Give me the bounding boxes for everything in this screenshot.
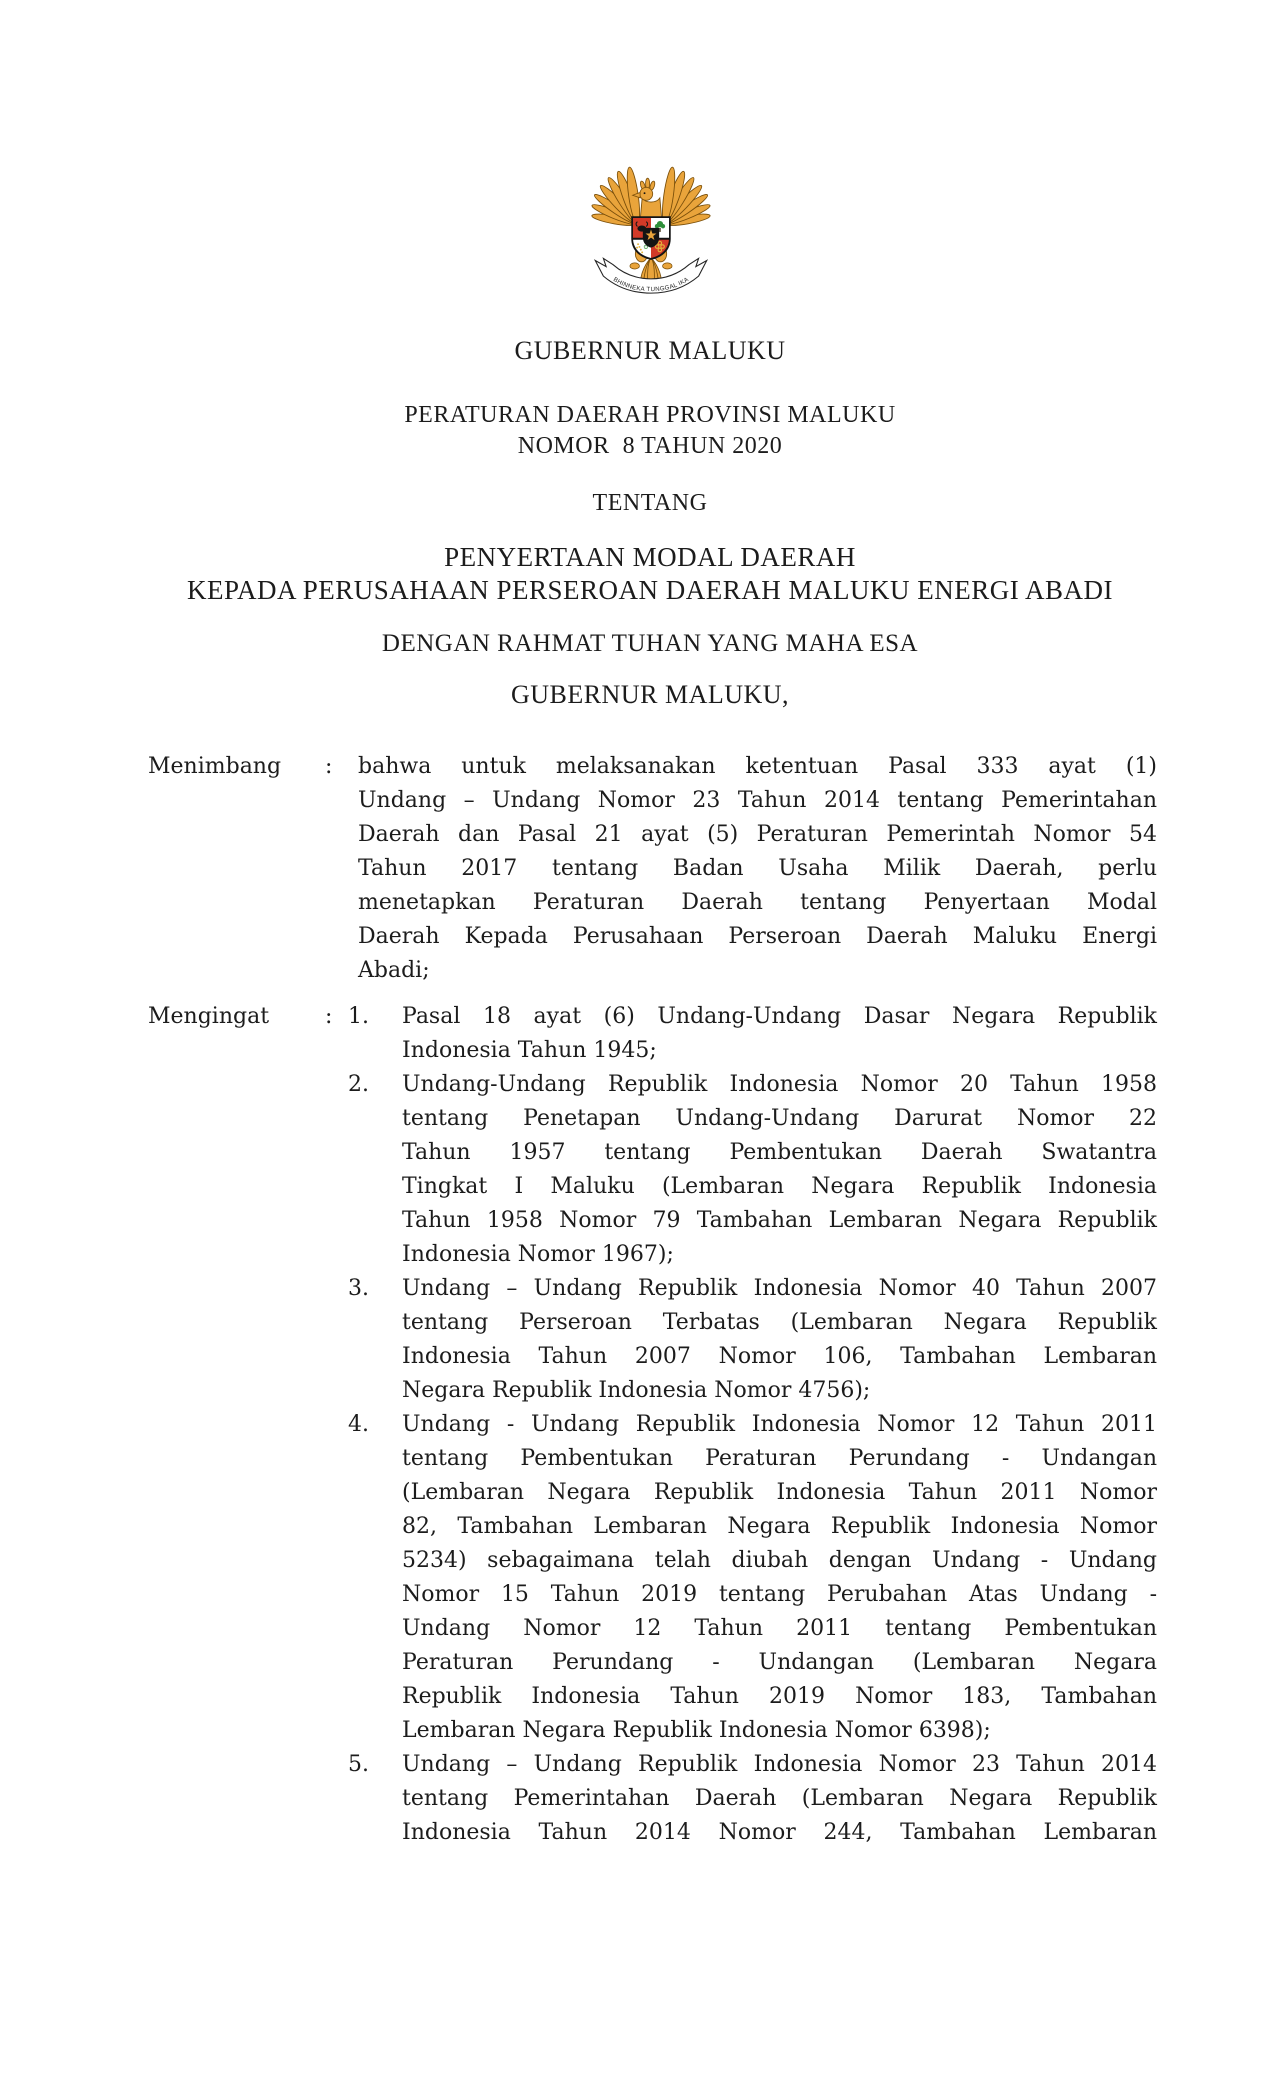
mengingat-item [348, 1000, 1157, 1068]
document-body [148, 750, 1157, 1850]
item-text [402, 1068, 1157, 1272]
subject-line1: PENYERTAAN MODAL DAERAH [444, 542, 856, 572]
menimbang-label: Menimbang [148, 754, 282, 779]
menimbang-line: menetapkan Peraturan Daerah tentang Penyertaan Modal [358, 890, 1157, 915]
item-number: 4. [348, 1412, 369, 1437]
mengingat-label: Mengingat [148, 1004, 270, 1029]
document-title [25, 400, 1275, 462]
item-number: 3. [348, 1276, 369, 1301]
institution-title: GUBERNUR MALUKU [514, 336, 786, 365]
menimbang-text [358, 750, 1157, 988]
item-number: 5. [348, 1752, 369, 1777]
mengingat-line: Undang – Undang Republik Indonesia Nomor 40 Tahun 2007 [402, 1276, 1157, 1301]
menimbang-line: Tahun 2017 tentang Badan Usaha Milik Daerah, perlu [358, 856, 1157, 881]
mengingat-line: Undang-Undang Republik Indonesia Nomor 20 Tahun 1958 [402, 1072, 1157, 1097]
mengingat-line: Undang – Undang Republik Indonesia Nomor 23 Tahun 2014 [402, 1752, 1157, 1777]
menimbang-line: bahwa untuk melaksanakan ketentuan Pasal 333 ayat (1) [358, 754, 1157, 779]
mengingat-line: tentang Perseroan Terbatas (Lembaran Negara Republik [402, 1310, 1157, 1335]
mengingat-line: Undang - Undang Republik Indonesia Nomor 12 Tahun 2011 [402, 1412, 1157, 1437]
mengingat-item [348, 1272, 1157, 1408]
mengingat-line: Lembaran Negara Republik Indonesia Nomor 6398); [402, 1718, 991, 1743]
subject-title [25, 541, 1275, 607]
menimbang-clause [148, 750, 1157, 988]
item-text [402, 1000, 1157, 1068]
mengingat-item [348, 1408, 1157, 1748]
garuda-pancasila-emblem [583, 158, 719, 312]
mengingat-line: Republik Indonesia Tahun 2019 Nomor 183, Tambahan [402, 1684, 1157, 1709]
mengingat-line: Indonesia Tahun 1945; [402, 1038, 657, 1063]
menimbang-line: Undang – Undang Nomor 23 Tahun 2014 tentang Pemerintahan [358, 788, 1157, 813]
mengingat-line: tentang Pemerintahan Daerah (Lembaran Negara Republik [402, 1786, 1157, 1811]
mengingat-list [348, 1000, 1157, 1850]
mengingat-clause [148, 1000, 1157, 1850]
mengingat-line: Indonesia Nomor 1967); [402, 1242, 674, 1267]
mengingat-line: Tingkat I Maluku (Lembaran Negara Republik Indonesia [402, 1174, 1157, 1199]
item-text [402, 1272, 1157, 1408]
menimbang-colon: : [325, 754, 333, 779]
mengingat-line: Tahun 1958 Nomor 79 Tambahan Lembaran Negara Republik [402, 1208, 1157, 1233]
mengingat-line: Indonesia Tahun 2007 Nomor 106, Tambahan Lembaran [402, 1344, 1157, 1369]
item-number: 2. [348, 1072, 369, 1097]
document-number: NOMOR 8 TAHUN 2020 [517, 433, 783, 459]
mengingat-line: Tahun 1957 tentang Pembentukan Daerah Swatantra [402, 1140, 1157, 1165]
item-number: 1. [348, 1004, 369, 1029]
mengingat-line: Nomor 15 Tahun 2019 tentang Perubahan Atas Undang - [402, 1582, 1157, 1607]
menimbang-line: Abadi; [358, 958, 430, 983]
mengingat-item [348, 1068, 1157, 1272]
mengingat-line: Pasal 18 ayat (6) Undang-Undang Dasar Negara Republik [402, 1004, 1157, 1029]
mengingat-item [348, 1748, 1157, 1850]
document-title-line1: PERATURAN DAERAH PROVINSI MALUKU [404, 402, 896, 428]
issuer-line: GUBERNUR MALUKU, [510, 680, 790, 709]
mengingat-line: 5234) sebagaimana telah diubah dengan Undang - Undang [402, 1548, 1157, 1573]
mengingat-line: tentang Penetapan Undang-Undang Darurat Nomor 22 [402, 1106, 1157, 1131]
mengingat-line: (Lembaran Negara Republik Indonesia Tahun 2011 Nomor [402, 1480, 1157, 1505]
mengingat-line: Negara Republik Indonesia Nomor 4756); [402, 1378, 871, 1403]
mengingat-line: tentang Pembentukan Peraturan Perundang - Undangan [402, 1446, 1157, 1471]
invocation-line: DENGAN RAHMAT TUHAN YANG MAHA ESA [381, 630, 919, 657]
mengingat-line: 82, Tambahan Lembaran Negara Republik Indonesia Nomor [402, 1514, 1157, 1539]
about-label: TENTANG [592, 490, 708, 516]
mengingat-line: Peraturan Perundang - Undangan (Lembaran Negara [402, 1650, 1157, 1675]
mengingat-line: Undang Nomor 12 Tahun 2011 tentang Pembentukan [402, 1616, 1157, 1641]
item-text [402, 1408, 1157, 1748]
item-text [402, 1748, 1157, 1850]
menimbang-line: Daerah Kepada Perusahaan Perseroan Daerah Maluku Energi [358, 924, 1157, 949]
mengingat-colon: : [325, 1004, 333, 1029]
subject-line2: KEPADA PERUSAHAAN PERSEROAN DAERAH MALUKU ENERGI ABADI [186, 575, 1114, 605]
menimbang-line: Daerah dan Pasal 21 ayat (5) Peraturan Pemerintah Nomor 54 [358, 822, 1157, 847]
emblem-motto: BHINNEKA TUNGGAL IKA [611, 276, 691, 294]
mengingat-line: Indonesia Tahun 2014 Nomor 244, Tambahan Lembaran [402, 1820, 1157, 1845]
